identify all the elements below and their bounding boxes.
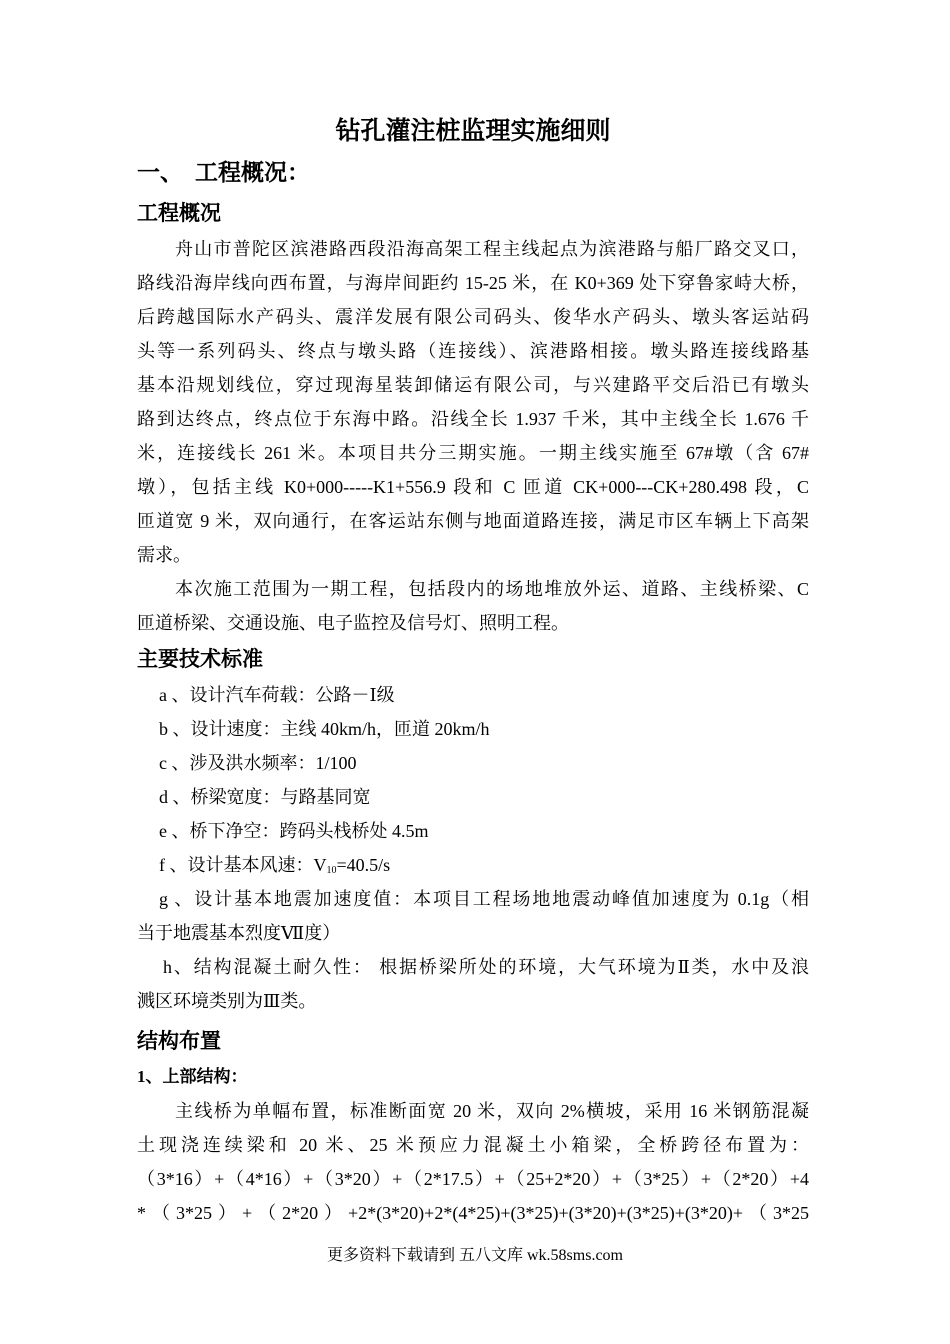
overview-heading: 工程概况 bbox=[137, 201, 221, 225]
text-line: 基本沿规划线位，穿过现海星装卸储运有限公司，与兴建路平交后沿已有墩头 bbox=[137, 375, 809, 395]
standard-item-b: b 、设计速度：主线 40km/h，匝道 20km/h bbox=[159, 719, 490, 739]
text-line: h、结构混凝土耐久性： 根据桥梁所处的环境，大气环境为Ⅱ类，水中及浪 bbox=[163, 957, 809, 977]
text-line: 本次施工范围为一期工程，包括段内的场地堆放外运、道路、主线桥梁、C bbox=[175, 579, 809, 599]
text-line: *（3*25）+（2*20）+2*(3*20)+2*(4*25)+(3*25)+(3*20)+(3*25)+(3*20)+（3*25 bbox=[137, 1203, 809, 1223]
page-footer: 更多资料下载请到 五八文库 wk.58sms.com bbox=[326, 1247, 623, 1264]
text-line: 路到达终点，终点位于东海中路。沿线全长 1.937 千米，其中主线全长 1.676 千 bbox=[137, 409, 809, 429]
text-line: 溅区环境类别为Ⅲ类。 bbox=[137, 991, 317, 1011]
document-title: 钻孔灌注桩监理实施细则 bbox=[335, 118, 611, 145]
superstructure-heading: 1、上部结构： bbox=[137, 1067, 248, 1086]
text-line: 米，连接线长 261 米。本项目共分三期实施。一期主线实施至 67#墩（含 67# bbox=[137, 443, 809, 463]
text-line: 头等一系列码头、终点与墩头路（连接线）、滨港路相接。墩头路连接线路基 bbox=[137, 341, 809, 361]
text-line: 匝道桥梁、交通设施、电子监控及信号灯、照明工程。 bbox=[137, 613, 569, 633]
section-title: 工程概况： bbox=[195, 160, 310, 185]
standard-item-f bbox=[137, 848, 809, 882]
item-f-suffix: =40.5/s bbox=[336, 855, 391, 875]
overview-paragraph-2 bbox=[137, 572, 809, 640]
structure-heading: 结构布置 bbox=[137, 1029, 221, 1053]
document-page bbox=[137, 112, 809, 1230]
standard-item-a: a 、设计汽车荷载：公路－Ⅰ级 bbox=[159, 685, 395, 705]
text-line: 需求。 bbox=[137, 545, 191, 565]
standard-item-g bbox=[137, 882, 809, 950]
text-line: 墩），包括主线 K0+000-----K1+556.9 段和 C 匝道 CK+000---CK+280.498 段，C bbox=[137, 477, 809, 497]
section-number: 一、 bbox=[137, 160, 183, 185]
structure-paragraph bbox=[137, 1094, 809, 1230]
standard-item-h bbox=[137, 950, 809, 1018]
text-line: 当于地震基本烈度Ⅶ度） bbox=[137, 923, 341, 943]
section-heading-1 bbox=[137, 152, 809, 194]
text-line: 后跨越国际水产码头、震洋发展有限公司码头、俊华水产码头、墩头客运站码 bbox=[137, 307, 809, 327]
text-line: （3*16）+（4*16）+（3*20）+（2*17.5）+（25+2*20）+（3*25）+（2*20）+4 bbox=[137, 1169, 809, 1189]
text-line: 主线桥为单幅布置，标准断面宽 20 米，双向 2%横坡，采用 16 米钢筋混凝 bbox=[175, 1101, 809, 1121]
item-f-prefix: f 、设计基本风速：V bbox=[159, 855, 327, 875]
item-f-subscript: 10 bbox=[326, 865, 337, 876]
text-line: 匝道宽 9 米，双向通行，在客运站东侧与地面道路连接，满足市区车辆上下高架 bbox=[137, 511, 809, 531]
standard-item-e: e 、桥下净空：跨码头栈桥处 4.5m bbox=[159, 821, 429, 841]
standards-heading: 主要技术标准 bbox=[137, 647, 263, 671]
text-line: 土现浇连续梁和 20 米、25 米预应力混凝土小箱梁，全桥跨径布置为： bbox=[137, 1135, 809, 1155]
text-line: 舟山市普陀区滨港路西段沿海高架工程主线起点为滨港路与船厂路交叉口， bbox=[175, 239, 809, 259]
text-line: 路线沿海岸线向西布置，与海岸间距约 15-25 米，在 K0+369 处下穿鲁家峙大桥， bbox=[137, 273, 809, 293]
standard-item-d: d 、桥梁宽度：与路基同宽 bbox=[159, 787, 371, 807]
text-line: g 、设计基本地震加速度值：本项目工程场地地震动峰值加速度为 0.1g（相 bbox=[159, 889, 809, 909]
overview-paragraph-1 bbox=[137, 232, 809, 572]
standard-item-c: c 、涉及洪水频率：1/100 bbox=[159, 753, 357, 773]
